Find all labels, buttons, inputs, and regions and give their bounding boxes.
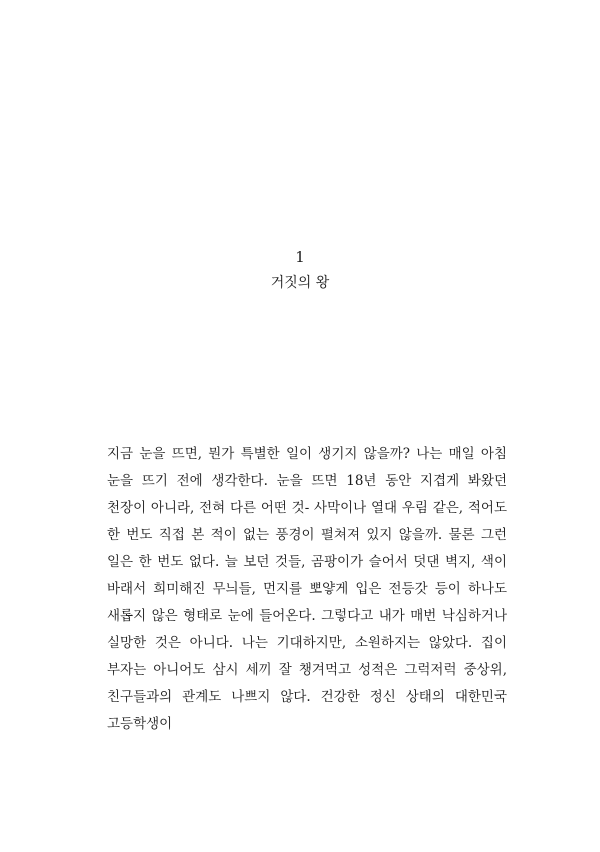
chapter-number: 1	[295, 248, 305, 266]
body-paragraph: 지금 눈을 뜨면, 뭔가 특별한 일이 생기지 않을까? 나는 매일 아침 눈을 뜨기 전에 생각한다. 눈을 뜨면 18년 동안 지겹게 봐왔던 천장이 아니라, 전혀 다른 어떤 것- 사막이나 열대 우림 같은, 적어도 한 번도 직접 본 적이 없는 풍경이 펼쳐져 있지 않을까. 물론 그런 일은 한 번도 없다. 늘 보던 것들, 곰팡이가 슬어서 덧댄 벽지, 색이 바래서 희미해진 무늬들, 먼지를 뽀얗게 입은 전등갓 등이 하나도 새롭지 않은 형태로 눈에 들어온다. 그렇다고 내가 매번 낙심하거나 실망한 것은 아니다. 나는 기대하지만, 소원하지는 않았다. 집이 부자는 아니어도 삼시 세끼 잘 챙겨먹고 성적은 그럭저럭 중상위, 친구들과의 관계도 나쁘지 않다. 건강한 정신 상태의 대한민국 고등학생이	[107, 446, 507, 732]
chapter-title: 거짓의 왕	[270, 275, 330, 291]
chapter-header	[0, 247, 600, 293]
